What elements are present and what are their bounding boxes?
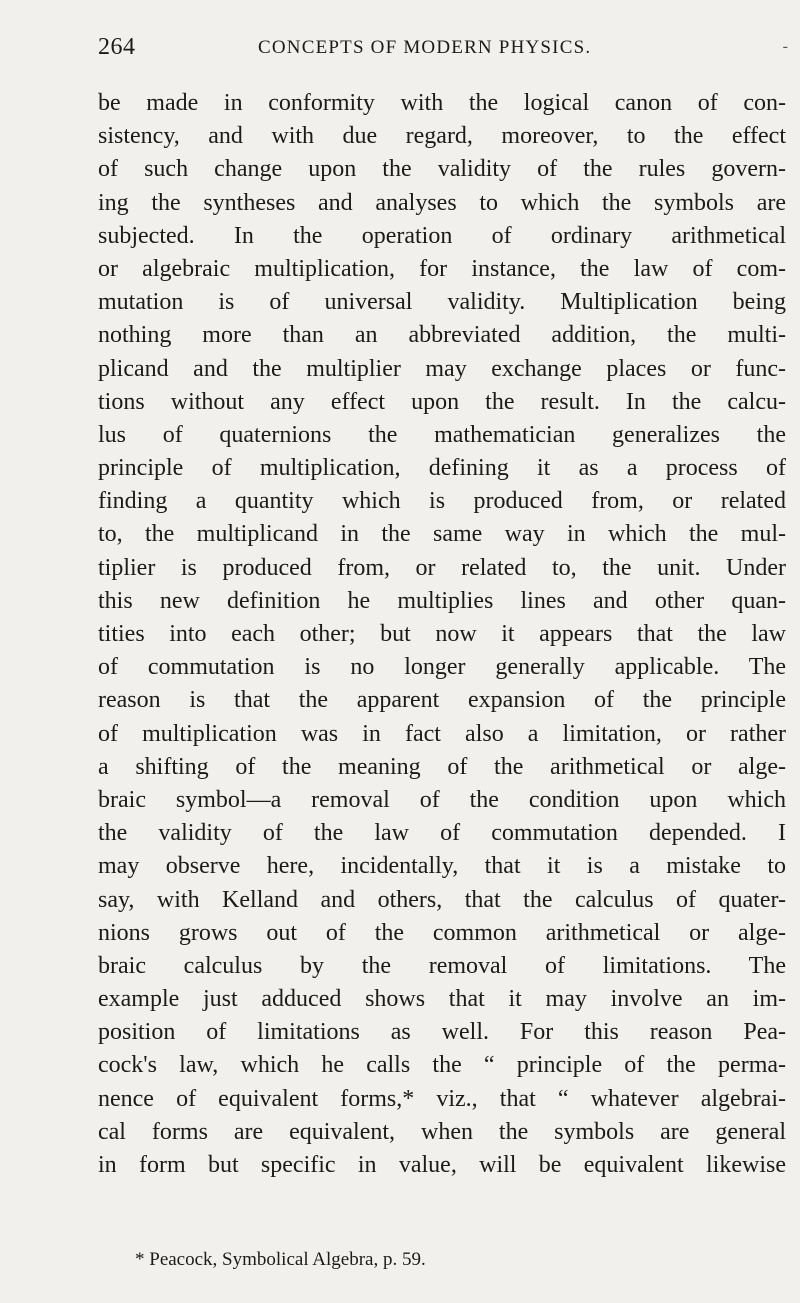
text-line: nions grows out of the common arithmetical or alge-	[98, 919, 786, 946]
text-line: ing the syntheses and analyses to which the symbols are	[98, 189, 786, 216]
text-line: of such change upon the validity of the rules govern-	[98, 156, 786, 183]
footnote: * Peacock, Symbolical Algebra, p. 59.	[135, 1249, 426, 1270]
text-line: lus of quaternions the mathematician generalizes the	[98, 421, 786, 448]
text-line: tions without any effect upon the result. In the calcu-	[98, 388, 786, 415]
text-line: the validity of the law of commutation depended. I	[98, 820, 786, 847]
page-header	[98, 34, 788, 64]
text-line: example just adduced shows that it may involve an im-	[98, 986, 786, 1013]
text-line: finding a quantity which is produced from, or related	[98, 488, 786, 515]
text-line: reason is that the apparent expansion of the principle	[98, 687, 786, 714]
text-line: say, with Kelland and others, that the calculus of quater-	[98, 886, 786, 913]
text-line: sistency, and with due regard, moreover, to the effect	[98, 123, 786, 150]
text-line: nence of equivalent forms,* viz., that “ whatever algebrai-	[98, 1085, 786, 1112]
text-line: plicand and the multiplier may exchange places or func-	[98, 355, 786, 382]
text-line: subjected. In the operation of ordinary arithmetical	[98, 222, 786, 249]
running-head: CONCEPTS OF MODERN PHYSICS.	[258, 37, 592, 58]
text-line: in form but specific in value, will be equivalent likewise	[98, 1152, 786, 1178]
text-line: cal forms are equivalent, when the symbols are general	[98, 1118, 786, 1145]
text-line: principle of multiplication, defining it as a process of	[98, 455, 786, 482]
text-line: tiplier is produced from, or related to, the unit. Under	[98, 554, 786, 581]
text-line: mutation is of universal validity. Multiplication being	[98, 289, 786, 316]
text-line: braic calculus by the removal of limitations. The	[98, 952, 786, 979]
text-line: of commutation is no longer generally applicable. The	[98, 654, 786, 681]
text-line: to, the multiplicand in the same way in which the mul-	[98, 521, 786, 548]
text-line: this new definition he multiplies lines and other quan-	[98, 587, 786, 614]
text-line: be made in conformity with the logical canon of con-	[98, 90, 786, 116]
text-line: of multiplication was in fact also a limitation, or rather	[98, 720, 786, 747]
corner-mark: -	[782, 38, 788, 55]
text-line: braic symbol—a removal of the condition upon which	[98, 786, 786, 813]
page-number: 264	[98, 34, 136, 60]
text-line: nothing more than an abbreviated addition, the multi-	[98, 322, 786, 349]
text-line: cock's law, which he calls the “ principle of the perma-	[98, 1052, 786, 1079]
text-line: may observe here, incidentally, that it is a mistake to	[98, 853, 786, 880]
text-line: tities into each other; but now it appears that the law	[98, 621, 786, 647]
text-line: or algebraic multiplication, for instance, the law of com-	[98, 255, 786, 282]
text-line: a shifting of the meaning of the arithmetical or alge-	[98, 753, 786, 780]
text-line: position of limitations as well. For this reason Pea-	[98, 1019, 786, 1046]
body-paragraph	[98, 87, 786, 1182]
